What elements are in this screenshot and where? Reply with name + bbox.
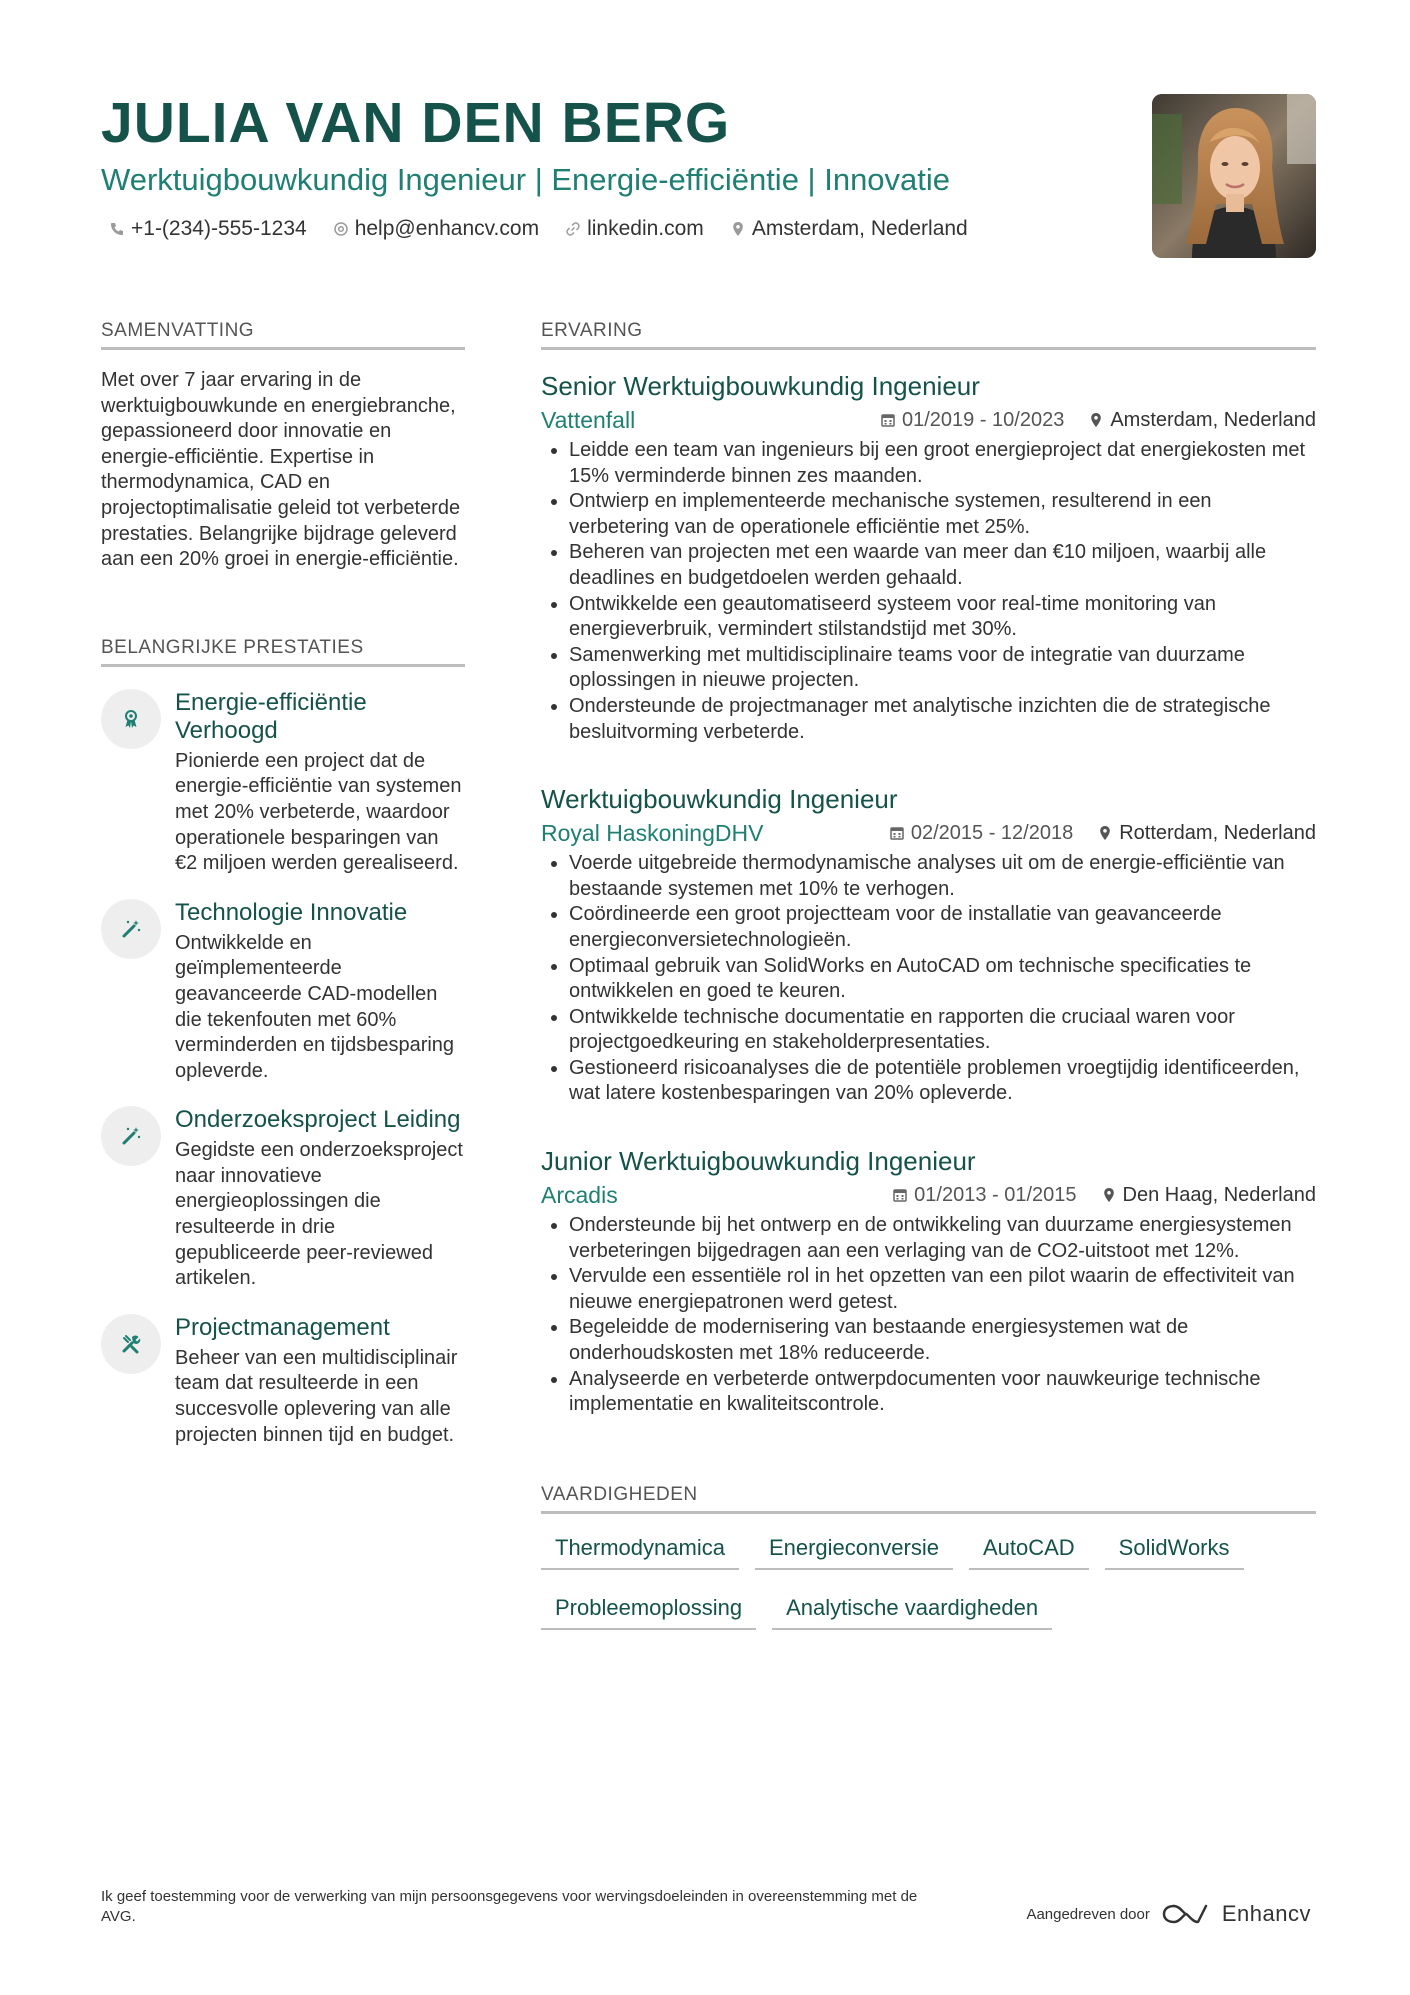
calendar-icon xyxy=(880,412,896,428)
achievement-description: Beheer van een multidisciplinair team dat resulteerde in een succesvolle oplevering van alle projecten binnen tijd en budget. xyxy=(175,1346,458,1446)
linkedin-text[interactable]: linkedin.com xyxy=(587,217,704,240)
tools-icon xyxy=(120,1333,142,1355)
job-dates xyxy=(892,1181,1076,1209)
job-dates-text: 01/2013 - 01/2015 xyxy=(914,1184,1077,1207)
skill-tag: AutoCAD xyxy=(969,1530,1089,1570)
job-bullet: • Ondersteunde bij het ontwerp en de ontwikkeling van duurzame energiesystemen verbeteringen bijgedragen aan een verlaging van de CO2-uitstoot met 12%. xyxy=(569,1213,1316,1264)
summary-text: Met over 7 jaar ervaring in de werktuigbouwkunde en energiebranche, gepassioneerd door innovatie en energie-efficiëntie. Expertise in thermodynamica, CAD en projectoptimalisatie geleid tot verbeterde prestaties. Belangrijke bijdrage geleverd aan een 20% groei in energie-efficiëntie. xyxy=(101,369,461,571)
skills-heading: VAARDIGHEDEN xyxy=(541,1482,1316,1514)
job-bullet: • Vervulde een essentiële rol in het opzetten van een pilot waarin de effectiviteit van nieuwe energiepatronen werd getest. xyxy=(569,1264,1316,1315)
job-location xyxy=(1101,1181,1316,1209)
skill-tag: Thermodynamica xyxy=(541,1530,739,1570)
achievement-item xyxy=(101,1314,465,1448)
job-meta xyxy=(541,406,1316,434)
job-bullet: • Ontwikkelde technische documentatie en rapporten die cruciaal waren voor projectgoedkeuring en stakeholderpresentaties. xyxy=(569,1005,1316,1056)
company-name: Royal HaskoningDHV xyxy=(541,820,764,847)
profile-photo xyxy=(1152,94,1316,258)
header xyxy=(101,90,1311,244)
achievement-title: Energie-efficiëntie Verhoogd xyxy=(175,688,367,744)
job-bullet: • Coördineerde een groot projectteam voor de installatie van geavanceerde energieconversietechnologieën. xyxy=(569,902,1316,953)
left-column xyxy=(101,318,465,1448)
job-location xyxy=(1097,819,1316,847)
job-bullets xyxy=(541,1213,1316,1418)
map-pin-icon xyxy=(1088,412,1104,428)
job-meta xyxy=(541,819,1316,847)
skills-list xyxy=(541,1530,1316,1630)
phone-icon xyxy=(109,221,125,237)
phone-text: +1-(234)-555-1234 xyxy=(131,217,307,240)
email-text[interactable]: help@enhancv.com xyxy=(354,217,540,240)
brand-name: Enhancv xyxy=(1221,1901,1311,1926)
avatar xyxy=(1152,94,1316,258)
job-title: Junior Werktuigbouwkundig Ingenieur xyxy=(541,1146,976,1177)
magic-wand-icon xyxy=(120,918,142,940)
job-entry xyxy=(541,1145,1316,1418)
contact-location xyxy=(730,214,968,244)
calendar-icon xyxy=(889,825,905,841)
map-pin-icon xyxy=(1097,825,1113,841)
job-bullet: • Leidde een team van ingenieurs bij een groot energieproject dat energiekosten met 15% verminderde binnen zes maanden. xyxy=(569,438,1316,489)
job-bullet: • Beheren van projecten met een waarde van meer dan €10 miljoen, waarbij alle deadlines en budgetdoelen werden gehaald. xyxy=(569,540,1316,591)
enhancv-logo-icon xyxy=(1162,1902,1210,1926)
skills-section xyxy=(541,1482,1316,1630)
magic-wand-icon xyxy=(120,1125,142,1147)
job-bullet: • Begeleidde de modernisering van bestaande energiesystemen wat de onderhoudskosten met 18% reduceerde. xyxy=(569,1315,1316,1366)
experience-heading: ERVARING xyxy=(541,318,1316,350)
achievement-description: Ontwikkelde en geïmplementeerde geavanceerde CAD-modellen die tekenfouten met 60% verminderden en tijdsbesparing opleverde. xyxy=(175,931,455,1082)
achievement-body xyxy=(175,1106,465,1292)
job-location xyxy=(1088,406,1316,434)
calendar-icon xyxy=(892,1187,908,1203)
job-entry xyxy=(541,370,1316,745)
job-bullet: • Voerde uitgebreide thermodynamische analyses uit om de energie-efficiëntie van bestaande systemen met 10% te verhogen. xyxy=(569,851,1316,902)
map-pin-icon xyxy=(1101,1187,1117,1203)
achievement-icon-wrap xyxy=(101,689,161,749)
achievement-icon-wrap xyxy=(101,1106,161,1166)
job-location-text: Rotterdam, Nederland xyxy=(1119,822,1316,845)
achievement-body xyxy=(175,689,465,877)
job-bullets xyxy=(541,851,1316,1107)
achievement-item xyxy=(101,1106,465,1292)
achievement-item xyxy=(101,899,465,1085)
job-location-text: Amsterdam, Nederland xyxy=(1110,409,1316,431)
achievement-title: Onderzoeksproject Leiding xyxy=(175,1106,461,1134)
job-bullet: • Ontwikkelde een geautomatiseerd systeem voor real-time monitoring van energieverbruik, vermindert stilstandstijd met 30%. xyxy=(569,592,1316,643)
job-bullet: • Gestioneerd risicoanalyses die de potentiële problemen vroegtijdig identificeerden, wat latere kostenbesparingen van 20% opleverde. xyxy=(569,1056,1316,1107)
achievement-title: Projectmanagement xyxy=(175,1313,390,1341)
job-bullet: • Ontwierp en implementeerde mechanische systemen, resulterend in een verbetering van de operationele efficiëntie met 25%. xyxy=(569,489,1316,540)
contact-phone xyxy=(109,214,307,244)
candidate-name: JULIA VAN DEN BERG xyxy=(101,91,731,155)
job-bullet: • Optimaal gebruik van SolidWorks en AutoCAD om technische specificaties te ontwikkelen en goed te keuren. xyxy=(569,954,1316,1005)
award-icon xyxy=(120,708,142,730)
contact-linkedin[interactable] xyxy=(565,214,704,244)
at-icon xyxy=(333,221,349,237)
job-entry xyxy=(541,783,1316,1107)
job-dates xyxy=(889,819,1073,847)
job-dates xyxy=(880,406,1064,434)
achievement-description: Gegidste een onderzoeksproject naar innovatieve energieoplossingen die resulteerde in drie gepubliceerde peer-reviewed artikelen. xyxy=(175,1139,463,1290)
gdpr-consent: Ik geef toestemming voor de verwerking van mijn persoonsgegevens voor wervingsdoeleinden in overeenstemming met de AVG. xyxy=(101,1888,918,1925)
achievement-icon-wrap xyxy=(101,899,161,959)
job-bullet: • Ondersteunde de projectmanager met analytische inzichten die de strategische besluitvorming verbeterde. xyxy=(569,694,1316,745)
skill-tag: Energieconversie xyxy=(755,1530,953,1570)
achievement-item xyxy=(101,689,465,877)
achievements-heading: BELANGRIJKE PRESTATIES xyxy=(101,635,465,667)
job-dates-text: 01/2019 - 10/2023 xyxy=(901,409,1065,431)
achievement-body xyxy=(175,899,465,1085)
job-location-text: Den Haag, Nederland xyxy=(1122,1184,1316,1207)
summary-heading: SAMENVATTING xyxy=(101,318,465,350)
location-text: Amsterdam, Nederland xyxy=(751,217,968,240)
skill-tag: Probleemoplossing xyxy=(541,1590,756,1630)
job-bullet: • Analyseerde en verbeterde ontwerpdocumenten voor nauwkeurige technische implementatie en kwaliteitscontrole. xyxy=(569,1367,1316,1418)
company-name: Arcadis xyxy=(541,1182,618,1209)
job-bullets xyxy=(541,438,1316,745)
footer xyxy=(101,1887,1311,1927)
candidate-title: Werktuigbouwkundig Ingenieur | Energie-efficiëntie | Innovatie xyxy=(101,162,951,197)
powered-by[interactable] xyxy=(1026,1901,1311,1927)
achievement-body xyxy=(175,1314,465,1448)
skill-tag: Analytische vaardigheden xyxy=(772,1590,1052,1630)
company-name: Vattenfall xyxy=(541,407,636,433)
map-pin-icon xyxy=(730,221,746,237)
skill-tag: SolidWorks xyxy=(1105,1530,1244,1570)
achievement-description: Pionierde een project dat de energie-efficiëntie van systemen met 20% verbeterde, waardoor operationele besparingen van €2 miljoen werden gerealiseerd. xyxy=(175,749,462,875)
job-dates-text: 02/2015 - 12/2018 xyxy=(910,822,1074,845)
achievement-icon-wrap xyxy=(101,1314,161,1374)
job-title: Senior Werktuigbouwkundig Ingenieur xyxy=(541,371,980,401)
powered-by-label: Aangedreven door xyxy=(1026,1905,1150,1923)
achievements-section xyxy=(101,635,465,1448)
contact-row xyxy=(101,214,1311,244)
contact-email[interactable] xyxy=(333,214,539,244)
achievement-title: Technologie Innovatie xyxy=(175,898,408,926)
right-column xyxy=(541,318,1316,1630)
job-bullet: • Samenwerking met multidisciplinaire teams voor de integratie van duurzame oplossingen in nieuwe projecten. xyxy=(569,643,1316,694)
link-icon xyxy=(565,221,581,237)
job-title: Werktuigbouwkundig Ingenieur xyxy=(541,784,898,815)
job-meta xyxy=(541,1181,1316,1209)
